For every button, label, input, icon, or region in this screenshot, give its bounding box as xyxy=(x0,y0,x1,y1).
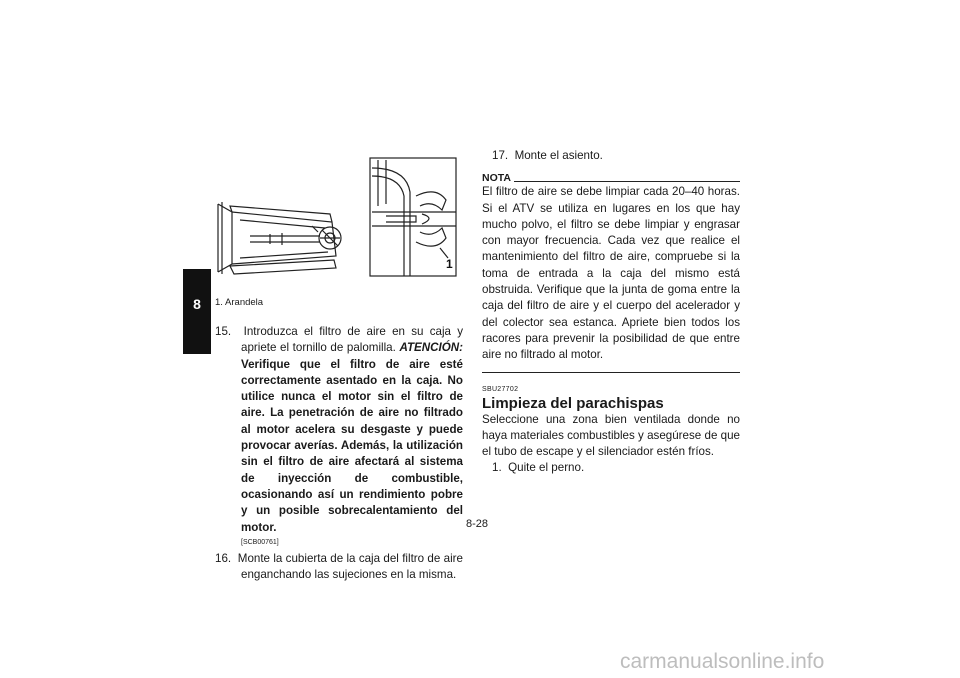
step-17-number: 17. xyxy=(492,149,509,162)
warning-code: [SCB00761] xyxy=(241,538,279,546)
chapter-tab xyxy=(183,269,211,354)
section-step-1-text: Quite el perno. xyxy=(508,461,585,475)
air-filter-illustration xyxy=(210,156,460,278)
left-column xyxy=(215,324,463,583)
attention-text: Verifique que el filtro de aire esté correctamente asentado en la caja. No utilice nunca el motor sin el filtro de aire. La penetración de aire no filtrado al motor acelera su desgaste y puede provocar averías. Además, la utilización sin el filtro de aire afectará al sistema de inyección de combustible, ocasionando así un rendimiento pobre y un posible sobrecalentamiento del motor. xyxy=(241,357,463,534)
section-step-1-number: 1. xyxy=(492,461,502,475)
watermark: carmanualsonline.info xyxy=(620,650,825,673)
step-17-text: Monte el asiento. xyxy=(514,149,603,162)
section-code: SBU27702 xyxy=(482,385,519,393)
chapter-number: 8 xyxy=(193,296,201,312)
section-intro: Seleccione una zona bien ventilada donde no haya materiales combustibles y asegúrese de que el tubo de escape y el silenciador estén fríos. xyxy=(482,412,740,459)
page-number: 8-28 xyxy=(466,518,489,530)
step-15-number: 15. xyxy=(215,325,232,338)
step-16-number: 16. xyxy=(215,551,232,565)
section-heading: Limpieza del parachispas xyxy=(482,394,664,412)
note-label: NOTA xyxy=(482,172,511,185)
step-16 xyxy=(215,551,463,584)
note-header xyxy=(482,172,740,184)
step-15 xyxy=(215,324,463,536)
attention-label: ATENCIÓN: xyxy=(399,341,463,355)
note-rule xyxy=(514,181,740,182)
step-15-text: Introduzca el filtro de aire en su caja y apriete el tornillo de palomilla. xyxy=(241,325,463,355)
step-17 xyxy=(482,148,740,164)
step-16-text: Monte la cubierta de la caja del filtro de aire enganchando las sujeciones en la misma. xyxy=(237,551,463,582)
section-step-1 xyxy=(482,460,740,476)
note-end-rule xyxy=(482,372,740,373)
figure-callout: 1 xyxy=(446,257,453,271)
note-text: El filtro de aire se debe limpiar cada 20–40 horas. Si el ATV se utiliza en lugares en los que hay mucho polvo, el filtro se debe limpiar y engrasar con mayor frecuencia. Cada vez que realice el mantenimiento del filtro de aire, compruebe si la toma de entrada a la caja del mismo está obstruida. Verifique que la junta de goma entre la caja del filtro de aire y el cuerpo del acelerador y del colector sea estanca. Apriete bien todos los racores para prevenir la posibilidad de que entre aire no filtrado al motor. xyxy=(482,185,740,362)
figure-caption: 1. Arandela xyxy=(215,297,264,308)
right-column xyxy=(482,148,740,477)
